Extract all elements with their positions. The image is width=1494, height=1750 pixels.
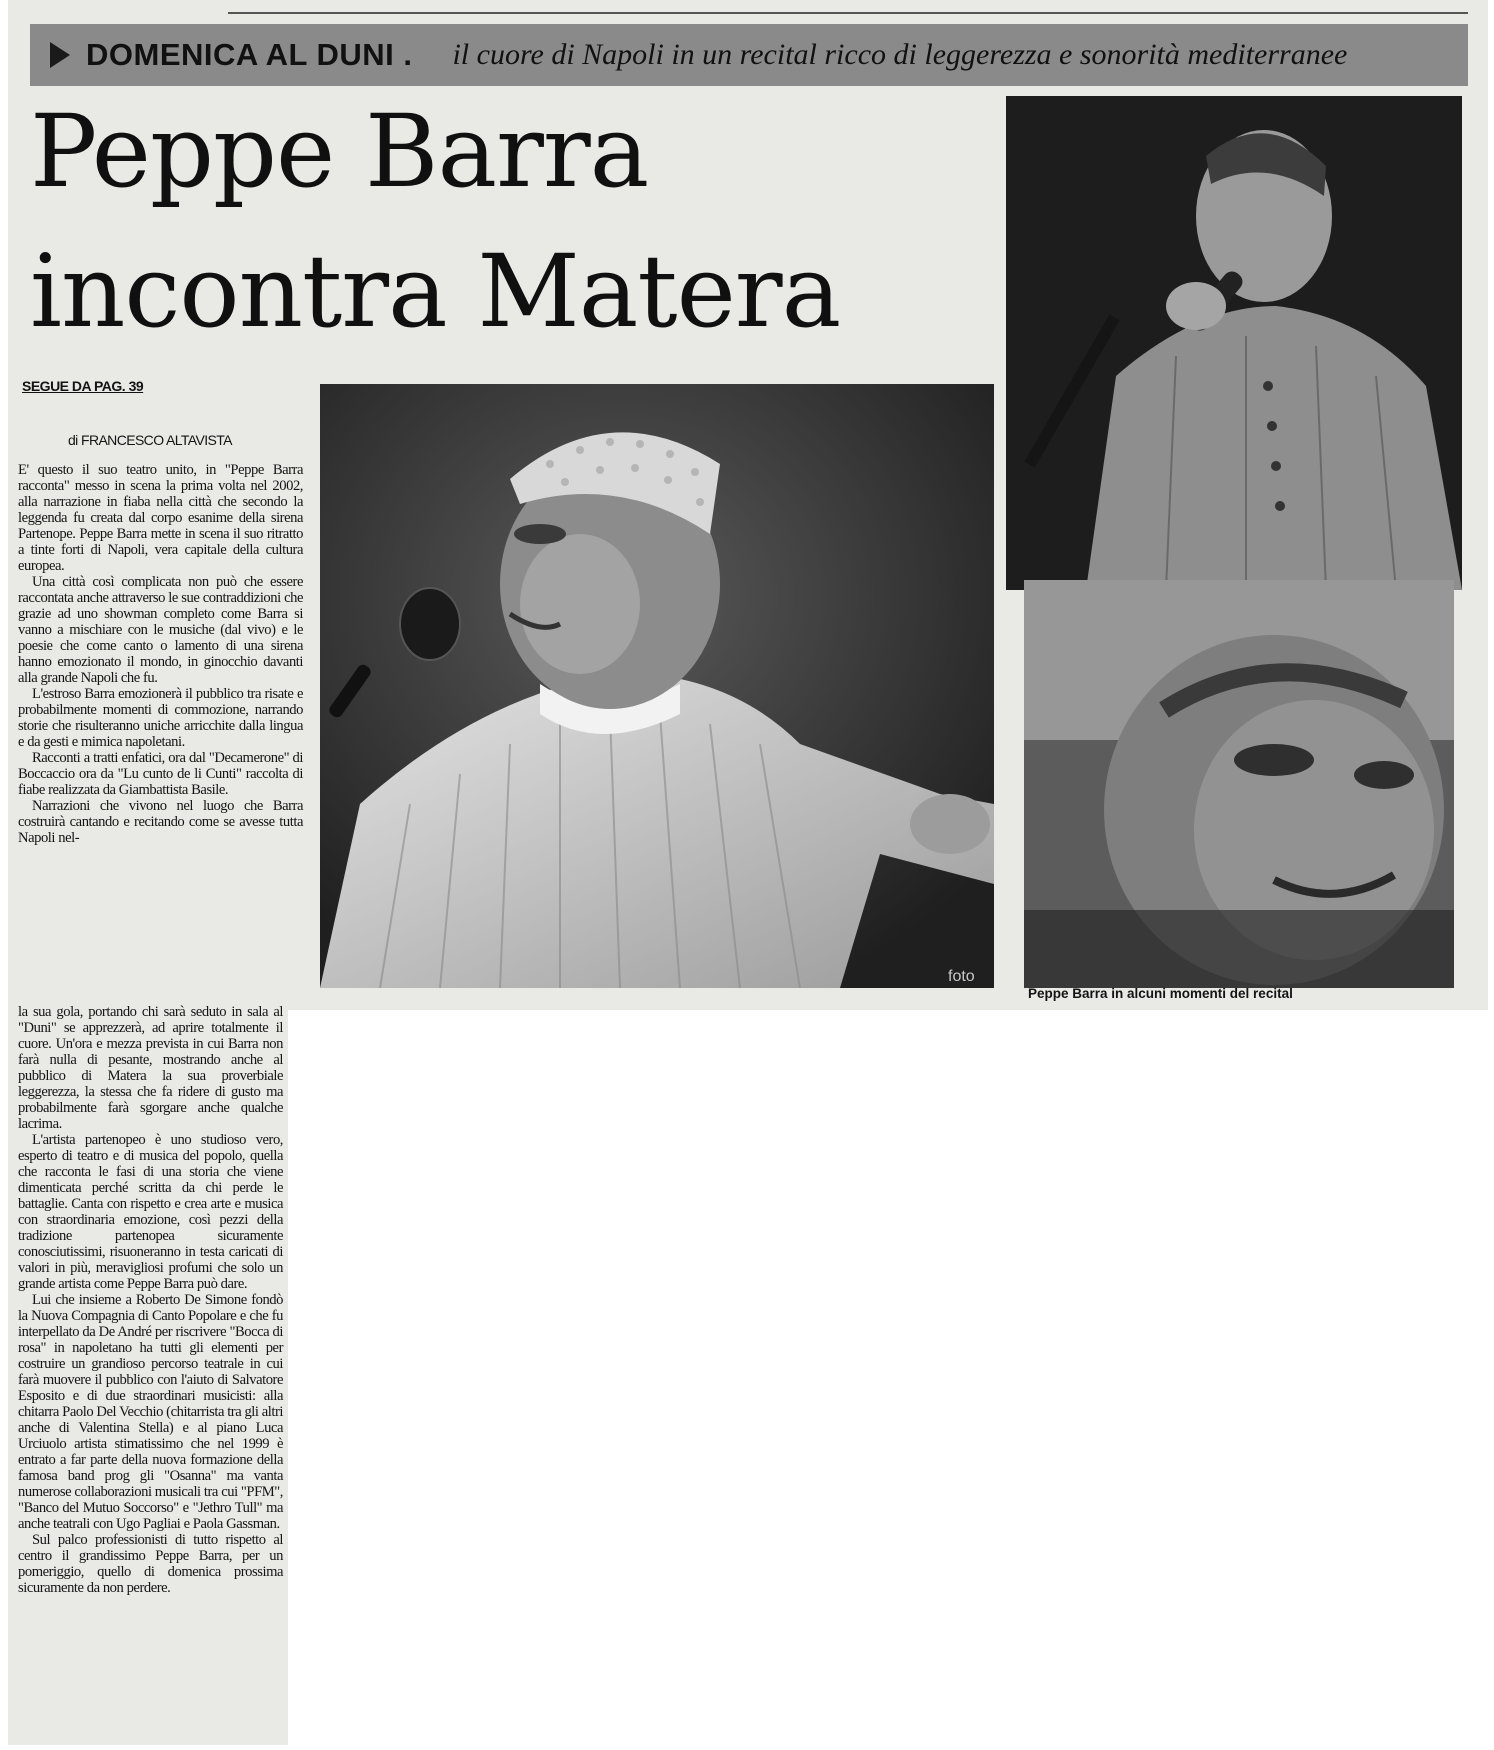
main-photo-image	[320, 384, 994, 988]
article-column-1	[18, 462, 303, 846]
paragraph: Una città così complicata non può che essere raccontata anche attraverso le sue contraddizioni che grazie ad uno showman completo come Barra si vanno a mischiare con le musiche (dal vivo) e le poesie che come canto o lamento di una sirena hanno emozionato il mondo, in ginocchio davanti alla grande Napoli che fu.	[18, 574, 303, 686]
byline: di FRANCESCO ALTAVISTA	[68, 432, 232, 448]
bottom-right-photo	[1024, 580, 1454, 988]
bottom-right-photo-image	[1024, 580, 1454, 988]
paragraph: L'estroso Barra emozionerà il pubblico tra risate e probabilmente momenti di commozione, narrando storie che risulteranno uniche arricchite dalla lingua e da gesti e mimica napoletani.	[18, 686, 303, 750]
kicker-subtitle: il cuore di Napoli in un recital ricco di leggerezza e sonorità mediterranee	[452, 38, 1348, 71]
play-arrow-icon	[50, 42, 70, 68]
top-right-photo-image	[1006, 96, 1462, 590]
paragraph: L'artista partenopeo è uno studioso vero, esperto di teatro e di musica del popolo, quella che racconta le fasi di una storia che viene dimenticata perché scritta da chi perde le battaglie. Canta con rispetto e crea arte e musica con straordinaria emozione, così pezzi della tradizione partenopea sicuramente conosciutissimi, risuoneranno in testa caricati di valori in più, meravigliosi profumi che solo un grande artista come Peppe Barra può dare.	[18, 1132, 283, 1292]
paragraph: Lui che insieme a Roberto De Simone fondò la Nuova Compagnia di Canto Popolare e che fu interpellato da De André per riscrivere "Bocca di rosa" in napoletano ha tutti gli elementi per costruire un grandioso percorso teatrale in cui farà muovere il pubblico con l'aiuto di Salvatore Esposito e di due straordinari musicisti: alla chitarra Paolo Del Vecchio (chitarrista tra gli altri anche di Valentina Stella) e al piano Luca Urciuolo artista stimatissimo che nel 1999 è entrato a far parte della nuova formazione della famosa band prog gli "Osanna" ma vanta numerose collaborazioni musicali tra cui "PFM", "Banco del Mutuo Soccorso" e "Jethro Tull" ma anche teatrali con Ugo Pagliai e Paola Gassman.	[18, 1292, 283, 1532]
top-rule	[228, 12, 1468, 14]
article-column-2	[18, 1004, 283, 1596]
photo-caption: Peppe Barra in alcuni momenti del recital	[1028, 986, 1293, 1001]
headline-line-1: Peppe Barra	[30, 93, 649, 210]
paragraph: Racconti a tratti enfatici, ora dal "Decamerone" di Boccaccio ora da "Lu cunto de li Cunti" raccolta di fiabe realizzata da Giambattista Basile.	[18, 750, 303, 798]
headline	[30, 82, 1020, 362]
paragraph: la sua gola, portando chi sarà seduto in sala al "Duni" se apprezzerà, ad aprire totalmente il cuore. Un'ora e mezza prevista in cui Barra non farà nulla di pesante, mostrando anche al pubblico di Matera la sua proverbiale leggerezza, la stessa che fa ridere di gusto ma probabilmente farà sgorgare anche qualche lacrima.	[18, 1004, 283, 1132]
kicker-bar	[30, 24, 1468, 86]
top-right-photo	[1006, 96, 1462, 590]
main-photo	[320, 384, 994, 988]
headline-line-2: incontra Matera	[30, 233, 841, 350]
paragraph: Narrazioni che vivono nel luogo che Barra costruirà cantando e recitando come se avesse tutta Napoli nel-	[18, 798, 303, 846]
photo-credit: foto	[948, 968, 975, 985]
continued-from: SEGUE DA PAG. 39	[22, 378, 144, 394]
paragraph: E' questo il suo teatro unito, in "Peppe Barra racconta" messo in scena la prima volta nel 2002, alla narrazione in fiaba nella città che secondo la leggenda fu creata dal corpo esanime della sirena Partenope. Peppe Barra mette in scena il suo ritratto a tinte forti di Napoli, vera capitale della cultura europea.	[18, 462, 303, 574]
paragraph: Sul palco professionisti di tutto rispetto al centro il grandissimo Peppe Barra, per un pomeriggio, quello di domenica prossima sicuramente da non perdere.	[18, 1532, 283, 1596]
kicker-label: DOMENICA AL DUNI .	[86, 37, 413, 72]
